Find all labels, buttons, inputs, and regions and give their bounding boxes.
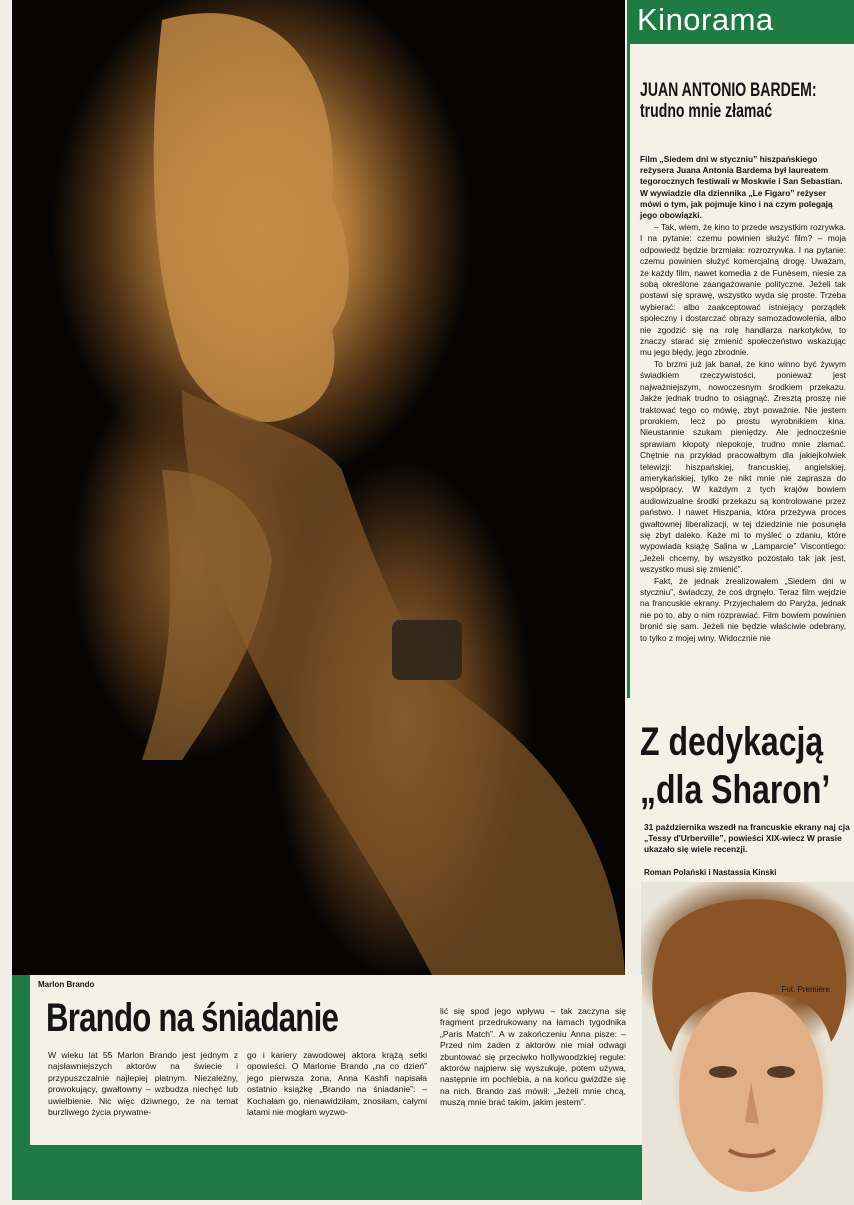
bardem-headline — [640, 80, 817, 122]
brando-photo-caption: Marlon Brando — [38, 980, 95, 989]
bardem-headline-line2: trudno mnie złamać — [640, 101, 773, 122]
brando-column-2: go i kariery zawodowej aktora krążą setki opowieści. O Marlonie Brando „na co dzień” jego pierwsza żona, Anna Kashfi napisała ostatnio książkę „Brando na śniadanie”: – Kochałam go, nienawidziłam, znosiłam, całymi latami nie mogłam wyzwo- — [247, 1050, 427, 1118]
marlon-brando-photo — [12, 0, 625, 975]
brando-column-3: lić się spod jego wpływu – tak zaczyna się fragment przedrukowany na łamach tygodnika „Paris Match”. A w zakończeniu Anna pisze: – Przed nim żaden z aktorów nie miał odwagi zbuntować się przeciwko hollywoodzkiej regule: aktorów najpierw się wyszukuje, potem używa, następnie im pochlebia, a na końcu gwiżdże się na nich. Brando zaś mówił: „Jeżeli mnie chcą, muszą mnie brać takim, jakim jestem”. — [440, 1006, 626, 1108]
bardem-paragraph-3: Fakt, że jednak zrealizowałem „Siedem dni w styczniu”, świadczy, że coś drgnęło. Teraz film wejdzie na francuskie ekrany. Przyjechałem do Paryża, jednak nie po to, aby o nim rozprawiać. Film bowiem powinien bronić się sam. Jeżeli nie będzie właściwie odebrany, to tylko z mojej winy. Widocznie nie — [640, 575, 846, 643]
sharon-headline-line1: Z dedykacją — [640, 720, 824, 764]
bardem-body — [640, 222, 846, 644]
brando-headline: Brando na śniadanie — [46, 996, 339, 1040]
bardem-paragraph-1: – Tak, wiem, że kino to przede wszystkim rozrywka. I na pytanie: czemu powinien służyć film? – moja odpowiedź będzie brzmiała: rozrozrywka. I na pytanie: czemu powinien służyć komercjalną drogę. Uważam, że każdy film, nawet komedia z de Funèsem, niesie za sobą określone zaangażowanie polityczne. Jeżeli tak postawi się sprawę, wszystko wyda się proste. Trzeba wybierać: albo zaakceptować istniejący porządek społeczny i dostarczać obrazy samozadowolenia, albo nie zgodzić się na rolę handlarza narkotyków, to znaczy starać się zmienić społeczeństwo wskazując mu jego błędy, jego zbrodnie. — [640, 222, 846, 358]
sharon-lead: 31 października wszedł na francuskie ekrany naj cja „Tessy d'Urberville”, powieści XIX-wiecz W prasie ukazało się wiele recenzji. — [644, 822, 850, 855]
photo-credit: Fot. Première — [781, 985, 830, 994]
bardem-lead: Film „Siedem dni w styczniu” hiszpańskiego reżysera Juana Antonia Bardema był laureatem tegorocznych festiwali w Moskwie i San Sebastian. W wywiadzie dla dziennika „Le Figaro” reżyser mówi o tym, jak pojmuje kino i na czym polegają jego obowiązki. — [640, 154, 843, 221]
bardem-paragraph-2: To brzmi już jak banał, że kino winno być żywym świadkiem rzeczywistości, ponieważ jest najważniejszym, nowoczesnym środkiem przekazu. Jakże jednak trudno to osiągnąć. Zresztą proszę nie traktować tego co mówię, zbyt poważnie. Nie jestem prorokiem, lecz po prostu wyrobnikiem kina. Nieustannie szukam pieniędzy. Ale jednocześnie sprawiam kłopoty niepokoje, trudno mnie złamać. Chętnie na przykład pracowałbym dla jakiejkolwiek telewizji: hiszpańskiej, francuskiej, angielskiej, amerykańskiej, tylko że nikt mnie nie zaprasza do współpracy. W każdym z tych krajów bowiem audiowizualne środki przekazu są kontrolowane przez państwo. I nawet Hiszpania, która przeżywa proces gwałtownej liberalizacji, w tej dziedzinie nie posunęła się zbyt daleko. Każe mi to myśleć o zdaniu, które wypowiada książę Salina w „Lamparcie” Viscontiego: „Jeżeli chcemy, by wszystko pozostało tak jak jest, wszystko musi się zmienić”. — [640, 358, 846, 575]
kinorama-header — [627, 0, 854, 44]
kinorama-title: Kinorama — [637, 2, 774, 37]
sharon-headline — [640, 718, 830, 814]
sharon-headline-line2: „dla Sharon’ — [640, 768, 831, 812]
bardem-headline-line1: JUAN ANTONIO BARDEM: — [640, 80, 817, 101]
polanski-photo — [641, 882, 854, 1205]
sharon-photo-caption: Roman Polański i Nastassia Kinski — [644, 868, 777, 877]
brando-column-1: W wieku lat 55 Marlon Brando jest jednym z najsławniejszych aktorów na świecie i przypuszczalnie najlepiej płatnym. Niezależny, prowokujący, gwałtowny – wzbudza niechęć lub uwielbienie. Nic więc dziwnego, że na temat burzliwego życia prywatne- — [48, 1050, 238, 1118]
